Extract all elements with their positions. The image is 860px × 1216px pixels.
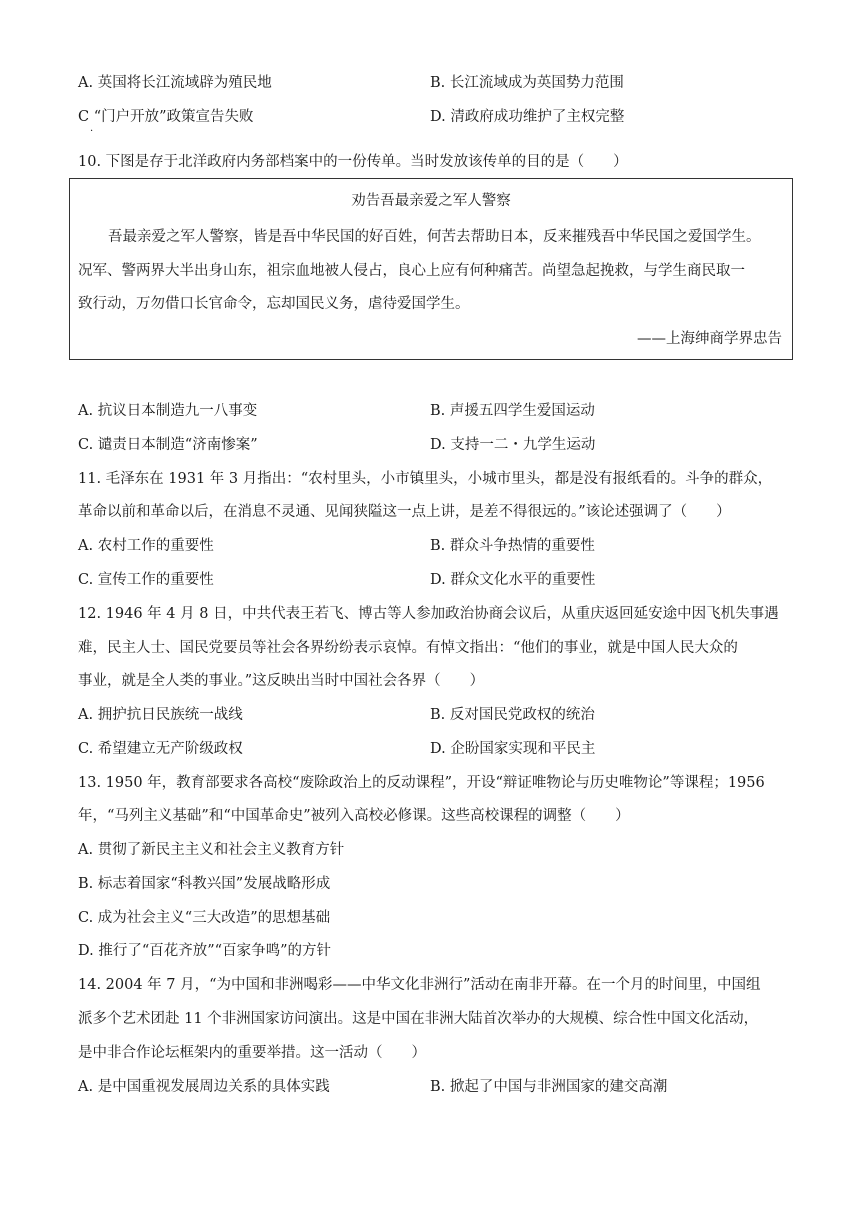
q13-option-a: A. 贯彻了新民主主义和社会主义教育方针: [78, 842, 345, 858]
leaflet-title: 劝告吾最亲爱之军人警察: [351, 193, 511, 209]
q12-stem-line-2: 难，民主人士、国民党要员等社会各界纷纷表示哀悼。有悼文指出：“他们的事业，就是中国人民大众的: [78, 640, 738, 656]
q11-option-c: C. 宣传工作的重要性: [78, 572, 214, 588]
q10-option-b: B. 声援五四学生爱国运动: [430, 403, 595, 419]
q9-option-a: A. 英国将长江流域辟为殖民地: [78, 75, 272, 91]
q13-stem-line-1: 13. 1950 年，教育部要求各高校“废除政治上的反动课程”，开设“辩证唯物论与历史唯物论”等课程；1956: [78, 775, 765, 791]
q11-option-a: A. 农村工作的重要性: [78, 538, 214, 554]
leaflet-box: [69, 178, 793, 360]
q11-stem-line-2: 革命以前和革命以后，在消息不灵通、见闻狭隘这一点上讲，是差不得很远的。”该论述强调了（ ）: [78, 504, 731, 520]
q9-option-d: D. 清政府成功维护了主权完整: [430, 109, 625, 125]
leaflet-signature: ——上海绅商学界忠告: [637, 331, 782, 347]
q12-stem-line-3: 事业，就是全人类的事业。”这反映出当时中国社会各界（ ）: [78, 673, 485, 689]
q10-option-a: A. 抗议日本制造九一八事变: [78, 403, 258, 419]
q10-option-d: D. 支持一二・九学生运动: [430, 437, 596, 453]
leaflet-line-1: 吾最亲爱之军人警察，皆是吾中华民国的好百姓，何苦去帮助日本，反来摧残吾中华民国之爱国学生。: [108, 229, 761, 245]
leaflet-line-3: 致行动，万勿借口长官命令，忘却国民义务，虐待爱国学生。: [78, 296, 470, 312]
q12-option-b: B. 反对国民党政权的统治: [430, 707, 595, 723]
q10-option-c: C. 谴责日本制造“济南惨案”: [78, 437, 258, 453]
q12-stem-line-1: 12. 1946 年 4 月 8 日，中共代表王若飞、博古等人参加政治协商会议后，从重庆返回延安途中因飞机失事遇: [78, 606, 779, 622]
q13-stem-line-2: 年，“马列主义基础”和“中国革命史”被列入高校必修课。这些高校课程的调整（ ）: [78, 808, 630, 824]
q12-option-a: A. 拥护抗日民族统一战线: [78, 707, 243, 723]
q14-option-b: B. 掀起了中国与非洲国家的建交高潮: [430, 1079, 668, 1095]
q14-option-a: A. 是中国重视发展周边关系的具体实践: [78, 1079, 330, 1095]
q13-option-d: D. 推行了“百花齐放”“百家争鸣”的方针: [78, 943, 331, 959]
q14-stem-line-2: 派多个艺术团赴 11 个非洲国家访问演出。这是中国在非洲大陆首次举办的大规模、综合性中国文化活动，: [78, 1011, 759, 1027]
q9-option-c: C “门户开放”政策宣告失败: [78, 109, 254, 125]
q11-option-d: D. 群众文化水平的重要性: [430, 572, 596, 588]
q11-stem-line-1: 11. 毛泽东在 1931 年 3 月指出：“农村里头，小市镇里头，小城市里头，都是没有报纸看的。斗争的群众，: [78, 471, 773, 487]
leaflet-line-2: 况军、警两界大半出身山东，祖宗血地被人侵占，良心上应有何种痛苦。尚望急起挽救，与学生商民取一: [78, 263, 745, 279]
q14-stem-line-1: 14. 2004 年 7 月，“为中国和非洲喝彩——中华文化非洲行”活动在南非开幕。在一个月的时间里，中国组: [78, 977, 761, 993]
q12-option-c: C. 希望建立无产阶级政权: [78, 741, 243, 757]
q11-option-b: B. 群众斗争热情的重要性: [430, 538, 595, 554]
q13-option-c: C. 成为社会主义“三大改造”的思想基础: [78, 910, 331, 926]
stray-dot: ·: [90, 126, 94, 137]
q10-stem: 10. 下图是存于北洋政府内务部档案中的一份传单。当时发放该传单的目的是（ ）: [78, 154, 628, 170]
q13-option-b: B. 标志着国家“科教兴国”发展战略形成: [78, 876, 331, 892]
q14-stem-line-3: 是中非合作论坛框架内的重要举措。这一活动（ ）: [78, 1045, 426, 1061]
q12-option-d: D. 企盼国家实现和平民主: [430, 741, 596, 757]
q9-option-b: B. 长江流域成为英国势力范围: [430, 75, 624, 91]
